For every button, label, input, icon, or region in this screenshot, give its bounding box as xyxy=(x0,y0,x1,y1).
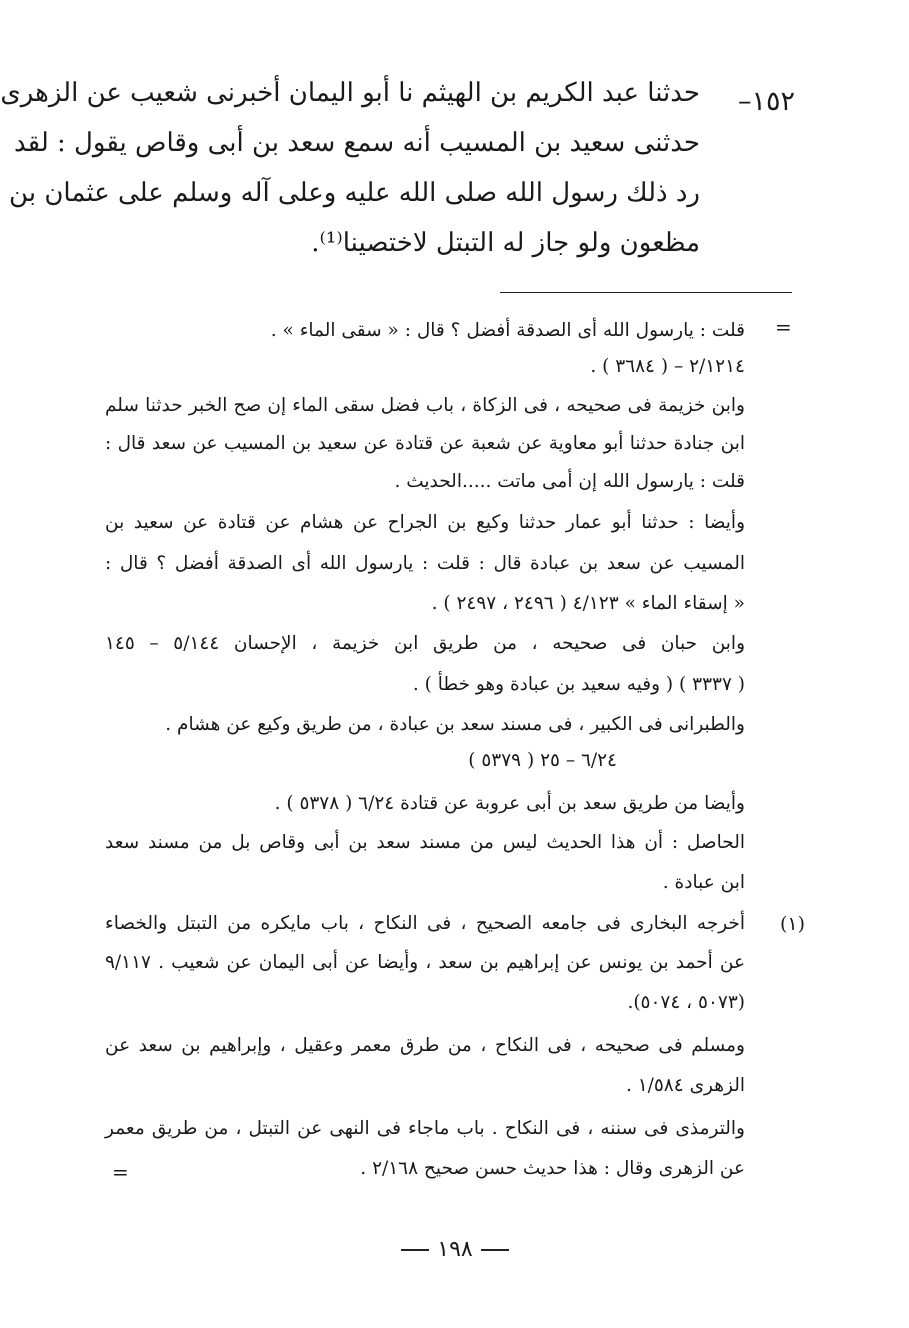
footnote-line: « إسقاء الماء » ٤/١٢٣ ( ٢٤٩٦ ، ٢٤٩٧ ) . xyxy=(431,593,745,614)
footnote-separator xyxy=(500,292,792,293)
hadith-line: رد ذلك رسول الله صلى الله عليه وعلى آله وسلم على عثمان بن xyxy=(9,178,700,208)
footnote-line: عن الزهرى وقال : هذا حديث حسن صحيح ٢/١٦٨ . xyxy=(360,1158,745,1179)
footnote-line: ٢/١٢١٤ – ( ٣٦٨٤ ) . xyxy=(590,356,745,377)
footnote-line: الحاصل : أن هذا الحديث ليس من مسند سعد بن أبى وقاص بل من مسند سعد xyxy=(105,832,745,853)
dash-decoration xyxy=(481,1249,509,1251)
footnote-line: أخرجه البخارى فى جامعه الصحيح ، فى النكاح ، باب مايكره من التبتل والخصاء xyxy=(105,913,745,934)
hadith-line: حدثنى سعيد بن المسيب أنه سمع سعد بن أبى وقاص يقول : لقد xyxy=(14,128,700,158)
footnote-line: ومسلم فى صحيحه ، فى النكاح ، من طرق معمر وعقيل ، وإبراهيم بن سعد عن xyxy=(105,1035,745,1056)
footnote-line: وأيضا : حدثنا أبو عمار حدثنا وكيع بن الجراح عن هشام عن قتادة عن سعيد بن xyxy=(105,512,745,533)
hadith-number: ١٥٢– xyxy=(737,86,795,117)
footnote-line: وابن خزيمة فى صحيحه ، فى الزكاة ، باب فضل سقى الماء إن صح الخبر حدثنا سلم xyxy=(105,395,745,416)
footnote-line: قلت : يارسول الله إن أمى ماتت .....الحديث . xyxy=(394,471,745,492)
page-number-footer xyxy=(380,1237,530,1262)
continuation-mark-top: = xyxy=(775,315,792,339)
footnote-line: قلت : يارسول الله أى الصدقة أفضل ؟ قال : « سقى الماء » . xyxy=(270,320,745,341)
footnote-line: الزهرى ١/٥٨٤ . xyxy=(625,1075,745,1096)
footnote-line: ابن جنادة حدثنا أبو معاوية عن شعبة عن قتادة عن سعيد بن المسيب عن سعد قال : xyxy=(105,433,745,454)
footnote-line: (٥٠٧٣ ، ٥٠٧٤). xyxy=(627,992,745,1013)
footnote-1-label: (١) xyxy=(779,913,805,935)
footnote-line: وأيضا من طريق سعد بن أبى عروبة عن قتادة ٦/٢٤ ( ٥٣٧٨ ) . xyxy=(274,793,745,814)
footnote-line: والترمذى فى سننه ، فى النكاح . باب ماجاء فى النهى عن التبتل ، من طريق معمر xyxy=(105,1118,745,1139)
footnote-line: ( ٣٣٣٧ ) ( وفيه سعيد بن عبادة وهو خطأ ) . xyxy=(412,674,745,695)
hadith-line: حدثنا عبد الكريم بن الهيثم نا أبو اليمان أخبرنى شعيب عن الزهرى xyxy=(0,78,700,108)
footnote-line: وابن حبان فى صحيحه ، من طريق ابن خزيمة ، الإحسان ٥/١٤٤ – ١٤٥ xyxy=(105,633,745,654)
dash-decoration xyxy=(401,1249,429,1251)
hadith-line: مظعون ولو جاز له التبتل لاختصينا⁽¹⁾. xyxy=(311,228,700,258)
footnote-line: ابن عبادة . xyxy=(662,872,745,893)
footnote-line: المسيب عن سعد بن عبادة قال : قلت : يارسول الله أى الصدقة أفضل ؟ قال : xyxy=(105,553,745,574)
footnote-line: ٦/٢٤ – ٢٥ ( ٥٣٧٩ ) xyxy=(468,750,617,771)
continuation-mark-bottom: = xyxy=(112,1160,129,1184)
page-number: ١٩٨ xyxy=(437,1237,473,1262)
footnote-line: عن أحمد بن يونس عن إبراهيم بن سعد ، وأيضا عن أبى اليمان عن شعيب . ٩/١١٧ xyxy=(105,952,745,973)
footnote-line: والطبرانى فى الكبير ، فى مسند سعد بن عبادة ، من طريق وكيع عن هشام . xyxy=(165,714,745,735)
